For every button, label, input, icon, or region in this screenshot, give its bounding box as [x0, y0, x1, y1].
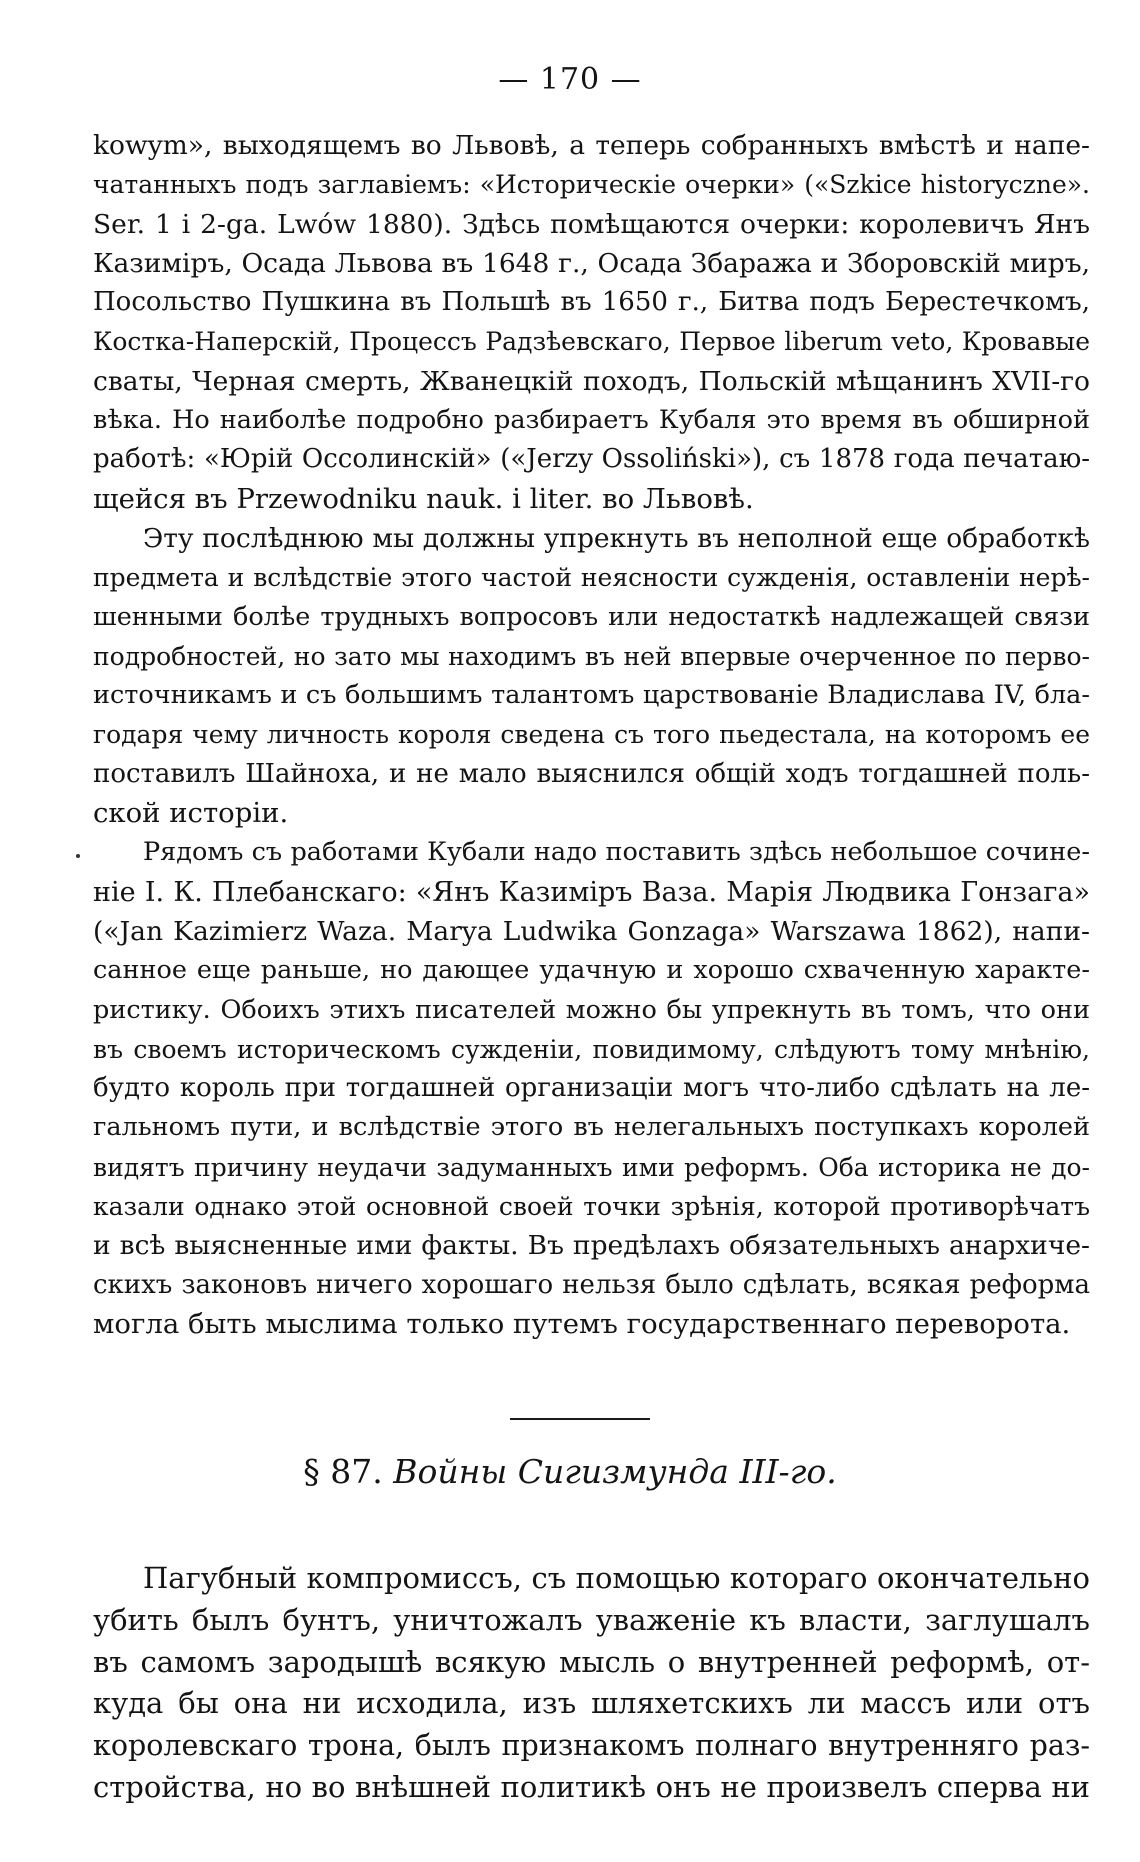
text-line: щейся въ Przewodniku nauk. i liter. во Львовѣ.	[93, 482, 754, 515]
section-divider	[510, 1418, 650, 1420]
section-heading	[0, 1452, 1140, 1491]
text-line: Костка-Наперскій, Процессъ Радзѣевскаго, Первое liberum veto, Кровавые	[93, 327, 1090, 357]
text-line: скихъ законовъ ничего хорошаго нельзя было сдѣлать, всякая реформа	[93, 1269, 1090, 1300]
text-line: kowym», выходящемъ во Львовѣ, а теперь собранныхъ вмѣстѣ и напе-	[93, 130, 1090, 161]
text-line: въ самомъ зародышѣ всякую мысль о внутренней реформѣ, от-	[93, 1644, 1090, 1679]
text-line: работѣ: «Юрій Оссолинскій» («Jerzy Ossoliński»), съ 1878 года печатаю-	[93, 444, 1090, 475]
text-line: ніе І. К. Плебанскаго: «Янъ Казиміръ Ваза. Марія Людвика Гонзага»	[93, 876, 1090, 908]
text-line: королевскаго трона, былъ признакомъ полнаго внутренняго раз-	[93, 1729, 1090, 1763]
text-line: чатанныхъ подъ заглавіемъ: «Историческіе очерки» («Szkice historyczne».	[93, 170, 1090, 200]
text-line: предмета и вслѣдствіе этого частой неясности сужденія, оставленіи нерѣ-	[93, 563, 1090, 593]
text-line: сваты, Черная смерть, Жванецкій походъ, Польскій мѣщанинъ XVII-го	[93, 365, 1090, 397]
text-line: могла быть мыслима только путемъ государственнаго переворота.	[93, 1307, 1071, 1340]
text-line: источникамъ и съ большимъ талантомъ царствованіе Владислава IV, бла-	[93, 680, 1090, 711]
body-text-top	[93, 126, 1090, 1344]
text-line: вѣка. Но наиболѣе подробно разбираетъ Кубаля это время въ обширной	[93, 405, 1090, 436]
body-text-bottom	[93, 1558, 1090, 1809]
page-number: — 170 —	[498, 62, 642, 97]
text-line: казали однако этой основной своей точки зрѣнія, которой противорѣчатъ	[93, 1192, 1090, 1222]
text-line: видятъ причину неудачи задуманныхъ ими реформъ. Оба историка не до-	[93, 1152, 1090, 1182]
text-line: («Jan Kazimierz Waza. Marya Ludwika Gonzaga» Warszawa 1862), напи-	[93, 915, 1090, 947]
text-line: годаря чему личность короля сведена съ того пьедестала, на которомъ ее	[93, 720, 1090, 750]
paragraph-first-line: Эту послѣднюю мы должны упрекнуть въ неполной еще обработкѣ	[143, 522, 1090, 554]
text-line: и всѣ выясненные ими факты. Въ предѣлахъ обязательныхъ анархиче-	[93, 1230, 1090, 1262]
text-line: подробностей, но зато мы находимъ въ ней впервые очерченное по перво-	[93, 641, 1090, 671]
text-line: шенными болѣе трудныхъ вопросовъ или недостаткѣ надлежащей связи	[93, 601, 1090, 632]
text-line: Ser. 1 i 2-ga. Lwów 1880). Здѣсь помѣщаются очерки: королевичъ Янъ	[93, 208, 1090, 240]
text-line: будто король при тогдашней организаціи могъ что-либо сдѣлать на ле-	[93, 1073, 1090, 1104]
text-line: ской исторіи.	[93, 797, 289, 830]
text-line: убить былъ бунтъ, уничтожалъ уваженіе къ власти, заглушалъ	[93, 1602, 1090, 1637]
section-title: Войны Сигизмунда III-го.	[393, 1452, 837, 1491]
text-line: санное еще раньше, но дающее удачную и хорошо схваченную характе-	[93, 955, 1090, 986]
text-line: ристику. Обоихъ этихъ писателей можно бы упрекнуть въ томъ, что они	[93, 994, 1090, 1025]
text-line: Посольство Пушкина въ Польшѣ въ 1650 г., Битва подъ Берестечкомъ,	[93, 287, 1090, 318]
text-line: гальномъ пути, и вслѣдствіе этого въ нелегальныхъ поступкахъ королей	[93, 1112, 1090, 1143]
section-number: § 87.	[303, 1452, 383, 1491]
paragraph-first-line: Рядомъ съ работами Кубали надо поставить здѣсь небольшое сочине-	[143, 837, 1090, 868]
paragraph-first-line: Пагубный компромиссъ, съ помощью котораго окончательно	[143, 1561, 1090, 1595]
text-line: поставилъ Шайноха, и не мало выяснился общій ходъ тогдашней поль-	[93, 758, 1090, 789]
text-line: Казиміръ, Осада Львова въ 1648 г., Осада Збаража и Зборовскій миръ,	[93, 247, 1090, 279]
text-line: куда бы она ни исходила, изъ шляхетскихъ ли массъ или отъ	[93, 1686, 1090, 1721]
text-line: стройства, но во внѣшней политикѣ онъ не произвелъ сперва ни	[93, 1769, 1090, 1804]
text-line: въ своемъ историческомъ сужденіи, повидимому, слѣдуютъ тому мнѣнію,	[93, 1034, 1090, 1064]
margin-dot	[76, 854, 80, 858]
